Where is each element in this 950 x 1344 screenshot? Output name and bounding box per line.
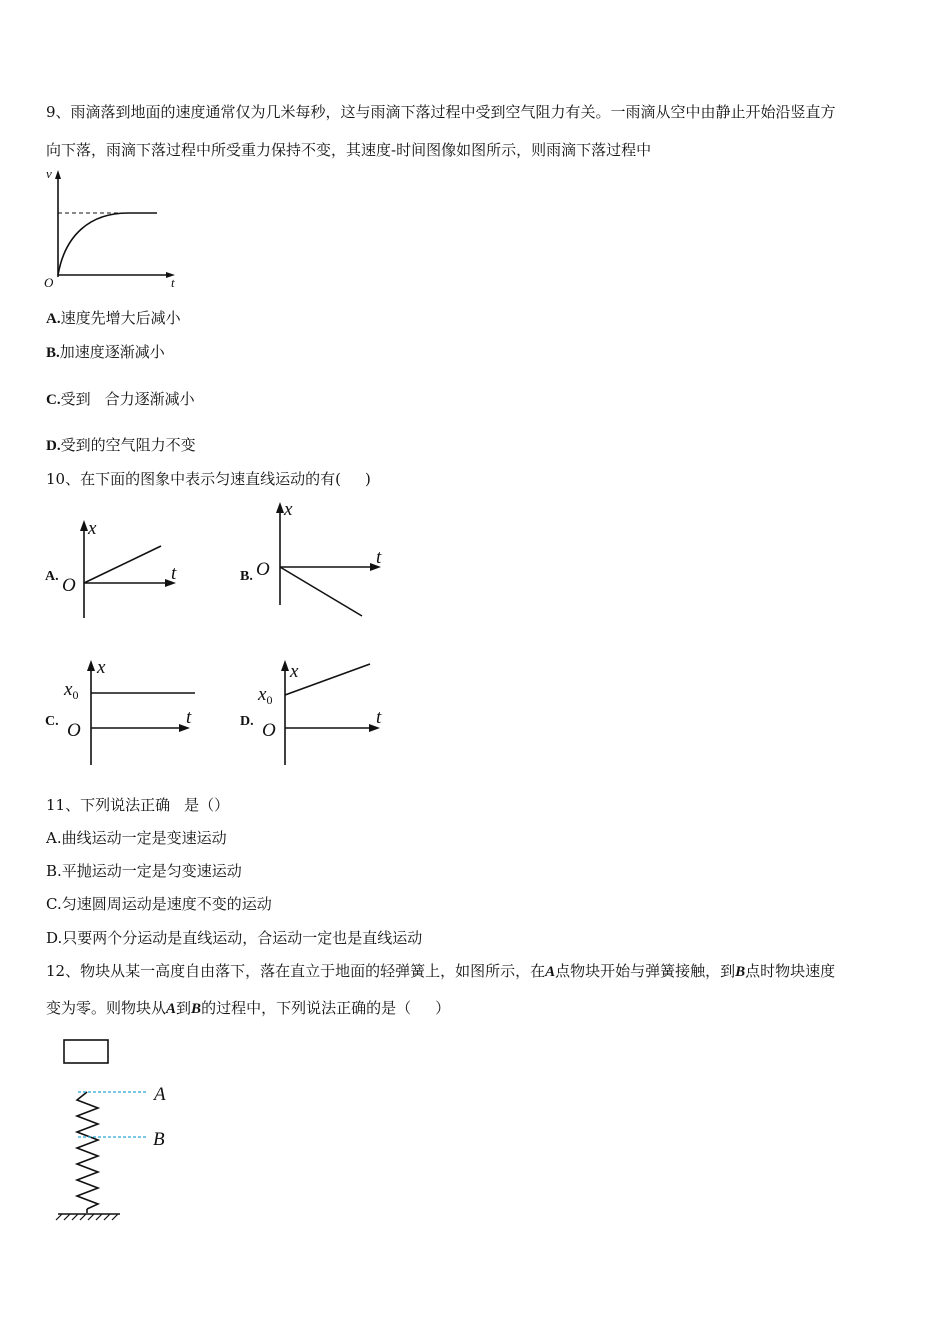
q11-stem-text: 11、下列说法正确: [46, 796, 171, 814]
q10-graph-d-origin: O: [262, 720, 276, 741]
q9-v-label: v: [46, 166, 52, 181]
q10-graph-d-x-label: x: [290, 661, 299, 682]
q10-graph-d-x0-sub: 0: [266, 693, 273, 707]
q10-graph-b-letter: B.: [240, 569, 253, 584]
q10-graph-b-t-label: t: [376, 547, 382, 568]
q12-stem-part2: 点物块开始与弹簧接触，到: [555, 962, 736, 980]
q9-option-b: [46, 342, 165, 363]
q10-graph-c-x0-sub: 0: [72, 688, 79, 702]
q12-label-a: A: [154, 1084, 166, 1105]
q9-option-a: [46, 308, 181, 329]
q9-origin-label: O: [44, 275, 54, 290]
q10-graph-d-letter: D.: [240, 714, 254, 729]
q10-graph-d: [235, 650, 405, 770]
q9-option-b-letter: B.: [46, 345, 60, 361]
q12-stem-part5: 到: [176, 999, 192, 1017]
q10-graph-c-x0-base: x: [64, 679, 73, 700]
q10-graph-c-t-label: t: [186, 707, 192, 728]
q10-graph-a-t-label: t: [171, 563, 177, 584]
q12-stem-part1: 12、物块从某一高度自由落下，落在直立于地面的轻弹簧上，如图所示，在: [46, 962, 546, 980]
q10-graph-d-t-label: t: [376, 707, 382, 728]
q12-point-b: B: [735, 964, 746, 980]
q9-option-a-text: 速度先增大后减小: [60, 309, 181, 327]
q9-velocity-curve: [58, 213, 157, 275]
q9-option-b-text: 加速度逐渐减小: [59, 343, 165, 361]
q12-ground-hatch: [56, 1214, 118, 1220]
q12-label-b: B: [153, 1129, 165, 1150]
q9-option-c-text: 受到: [60, 390, 91, 408]
q9-stem-line1: 9、雨滴落到地面的速度通常仅为几米每秒，这与雨滴下落过程中受到空气阻力有关。一雨滴从空中由静止开始沿竖直方: [46, 103, 836, 121]
q9-option-c: [46, 389, 195, 410]
q12-block: [64, 1040, 108, 1063]
q10-stem-text: 10、在下面的图象中表示匀速直线运动的有(: [46, 470, 341, 488]
q9-option-d-text: 受到的空气阻力不变: [60, 436, 196, 454]
q10-graph-b-line: [280, 567, 362, 616]
q10-graph-d-x-arrow: [281, 660, 289, 671]
q12-point-a: A: [545, 964, 556, 980]
q11-option-c: C.匀速圆周运动是速度不变的运动: [46, 895, 272, 913]
q9-v-axis-arrow: [55, 170, 61, 179]
q9-option-d: [46, 435, 196, 456]
q10-graph-d-x0-label: [257, 684, 272, 707]
q10-graph-a-origin: O: [62, 575, 76, 596]
q12-stem-line2: [46, 998, 450, 1019]
q10-graph-a-x-label: x: [88, 518, 97, 539]
q12-stem-part7: ）: [435, 999, 451, 1017]
q9-option-d-letter: D.: [46, 438, 61, 454]
q10-graph-b-origin: O: [256, 559, 270, 580]
q10-graph-a-x-arrow: [80, 520, 88, 531]
q10-stem-close: ): [364, 470, 371, 488]
q10-graph-d-x0-base: x: [258, 684, 267, 705]
q9-stem-line2: 向下落，雨滴下落过程中所受重力保持不变，其速度-时间图像如图所示，则雨滴下落过程中: [46, 141, 652, 159]
q9-t-label: t: [171, 275, 175, 290]
q10-graph-c-x0-label: [63, 679, 78, 702]
q10-graph-b-x-arrow: [276, 502, 284, 513]
q10-graph-b-x-label: x: [284, 499, 293, 520]
q10-graph-a-line: [84, 546, 161, 583]
q11-stem: [46, 795, 229, 815]
q12-spring-figure: [50, 1035, 190, 1225]
q10-graph-c: [40, 650, 210, 770]
q10-stem: [46, 469, 371, 489]
q10-graph-a-letter: A.: [45, 569, 59, 584]
q10-graph-c-x-label: x: [97, 657, 106, 678]
q11-stem-text2: 是（）: [184, 796, 230, 814]
q11-option-b: B.平抛运动一定是匀变速运动: [46, 862, 242, 880]
q9-option-c-text2: 合力逐渐减小: [104, 390, 195, 408]
q12-point-a-2: A: [166, 1001, 177, 1017]
q11-option-a: A.曲线运动一定是变速运动: [46, 829, 227, 847]
q11-option-d: D.只要两个分运动是直线运动，合运动一定也是直线运动: [46, 929, 423, 947]
q10-graph-a: [40, 510, 200, 625]
q10-graph-c-letter: C.: [45, 714, 59, 729]
q12-spring: [77, 1092, 98, 1209]
q10-graph-c-x-arrow: [87, 660, 95, 671]
q12-stem-part4: 变为零。则物块从: [46, 999, 167, 1017]
q10-graph-b: [235, 495, 395, 625]
q9-option-c-letter: C.: [46, 392, 61, 408]
q9-velocity-time-graph: [40, 165, 190, 290]
q9-option-a-letter: A.: [46, 311, 61, 327]
q12-point-b-2: B: [191, 1001, 202, 1017]
q12-stem-part6: 的过程中，下列说法正确的是（: [201, 999, 412, 1017]
q12-stem-line1: [46, 961, 835, 982]
q12-stem-part3: 点时物块速度: [745, 962, 836, 980]
q10-graph-c-origin: O: [67, 720, 81, 741]
